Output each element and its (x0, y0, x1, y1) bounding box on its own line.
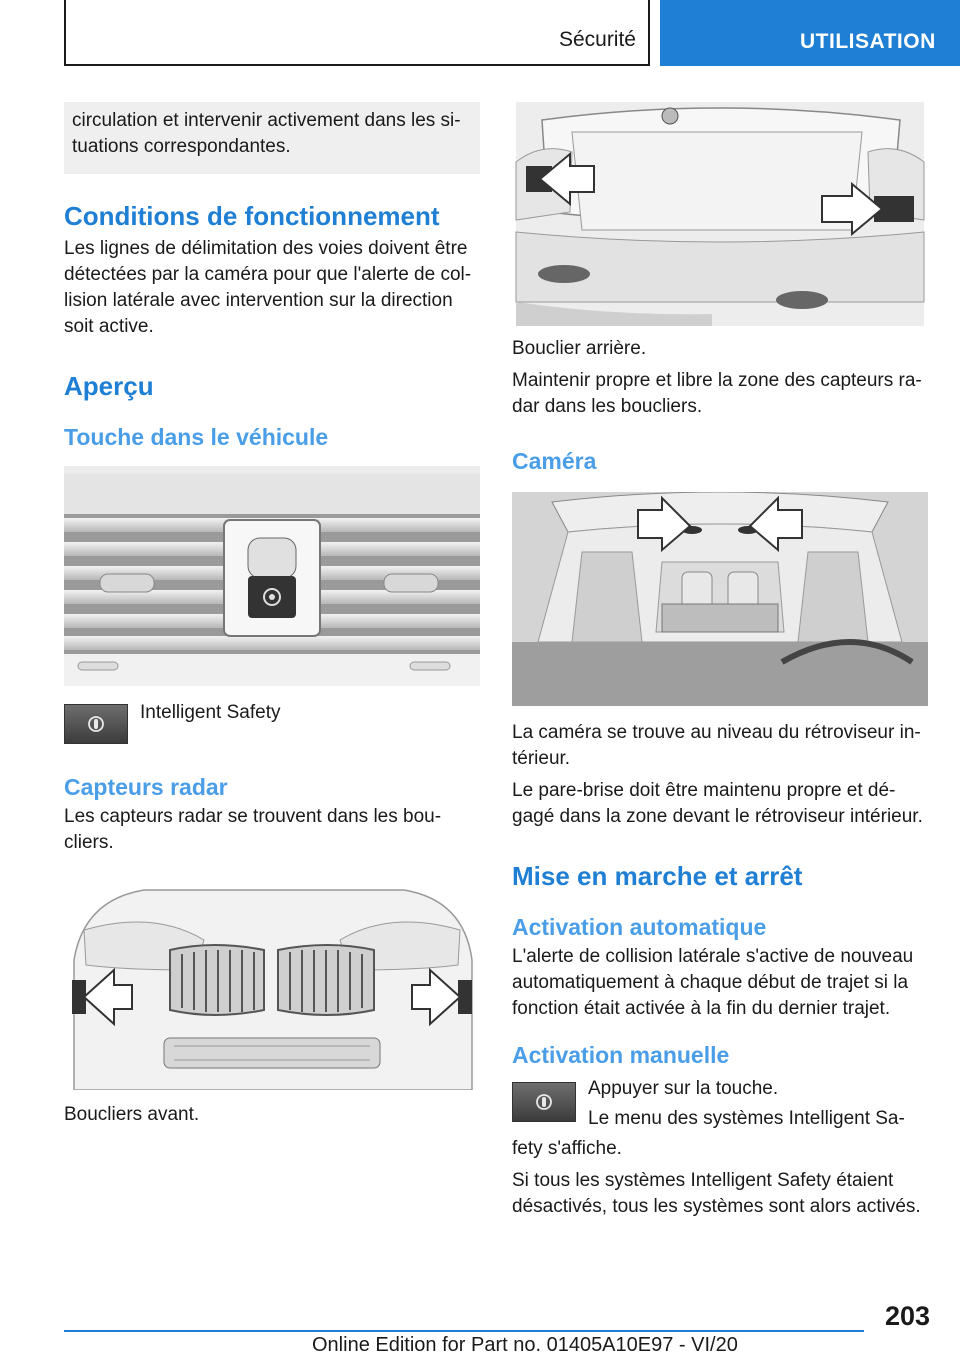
paragraph-rear: Maintenir propre et libre la zone des capteurs ra-dar dans les boucliers. (512, 370, 922, 417)
figure-front-bumper (64, 870, 480, 1090)
left-column (64, 102, 480, 1128)
footer-edition: Online Edition for Part no. 01405A10E97 - VI/20 (312, 1334, 738, 1356)
heading-activation-auto: Activation automatique (512, 914, 767, 940)
paragraph-manuelle-2: fety s'affiche. (512, 1138, 622, 1159)
caption-rear: Bouclier arrière. (512, 338, 647, 359)
header-chapter-tab[interactable] (660, 0, 960, 66)
header-section-box (64, 0, 650, 66)
paragraph-camera-2: Le pare-brise doit être maintenu propre et dé-gagé dans la zone devant le rétroviseur intérieur. (512, 780, 923, 827)
note-box (64, 102, 480, 174)
dashboard-button-illustration (64, 466, 480, 686)
header-chapter-label: UTILISATION (800, 30, 936, 53)
note-text: circulation et intervenir activement dans les si-tuations correspondantes. (72, 110, 461, 157)
figure-rear-bumper (512, 102, 928, 326)
intelligent-safety-button-small (512, 1082, 576, 1122)
paragraph-camera-1: La caméra se trouve au niveau du rétroviseur in-térieur. (512, 722, 921, 769)
right-column (512, 102, 928, 1220)
heading-radar: Capteurs radar (64, 774, 228, 800)
paragraph-manuelle-3: Si tous les systèmes Intelligent Safety étaient désactivés, tous les systèmes sont alors activés. (512, 1170, 921, 1217)
intelligent-safety-icon (86, 714, 106, 734)
heading-activation-manuelle: Activation manuelle (512, 1042, 730, 1068)
paragraph-activation-auto: L'alerte de collision latérale s'active de nouveau automatiquement à chaque début de trajet si la fonction était activée à la fin du dernier trajet. (512, 946, 914, 1019)
button-legend (64, 704, 480, 768)
camera-illustration (512, 492, 928, 706)
front-bumper-illustration (64, 870, 480, 1090)
caption-front: Boucliers avant. (64, 1104, 200, 1125)
figure-dashboard-button (64, 466, 480, 686)
heading-touche: Touche dans le véhicule (64, 424, 329, 450)
paragraph-manuelle-1: Appuyer sur la touche. (588, 1078, 779, 1099)
rear-bumper-illustration (512, 102, 928, 326)
paragraph-conditions: Les lignes de délimitation des voies doivent être détectées par la caméra pour que l'alerte de col-lision latérale avec intervention sur la direction soit active. (64, 238, 472, 337)
intelligent-safety-button (64, 704, 128, 744)
heading-camera: Caméra (512, 448, 597, 474)
footer-divider (64, 1330, 864, 1332)
header-section-title: Sécurité (558, 28, 636, 51)
heading-mise-en-marche: Mise en marche et arrêt (512, 861, 803, 891)
intelligent-safety-icon (534, 1092, 554, 1112)
manual-activation-row (512, 1080, 928, 1142)
heading-apercu: Aperçu (64, 371, 154, 401)
paragraph-manuelle-2-start: Le menu des systèmes Intelligent Sa- (588, 1108, 905, 1129)
page-number: 203 (884, 1301, 930, 1331)
intelligent-safety-label: Intelligent Safety (140, 702, 281, 723)
paragraph-radar: Les capteurs radar se trouvent dans les bou-cliers. (64, 806, 442, 853)
page-header (0, 0, 960, 66)
heading-conditions: Conditions de fonctionnement (64, 201, 440, 231)
figure-camera (512, 492, 928, 706)
